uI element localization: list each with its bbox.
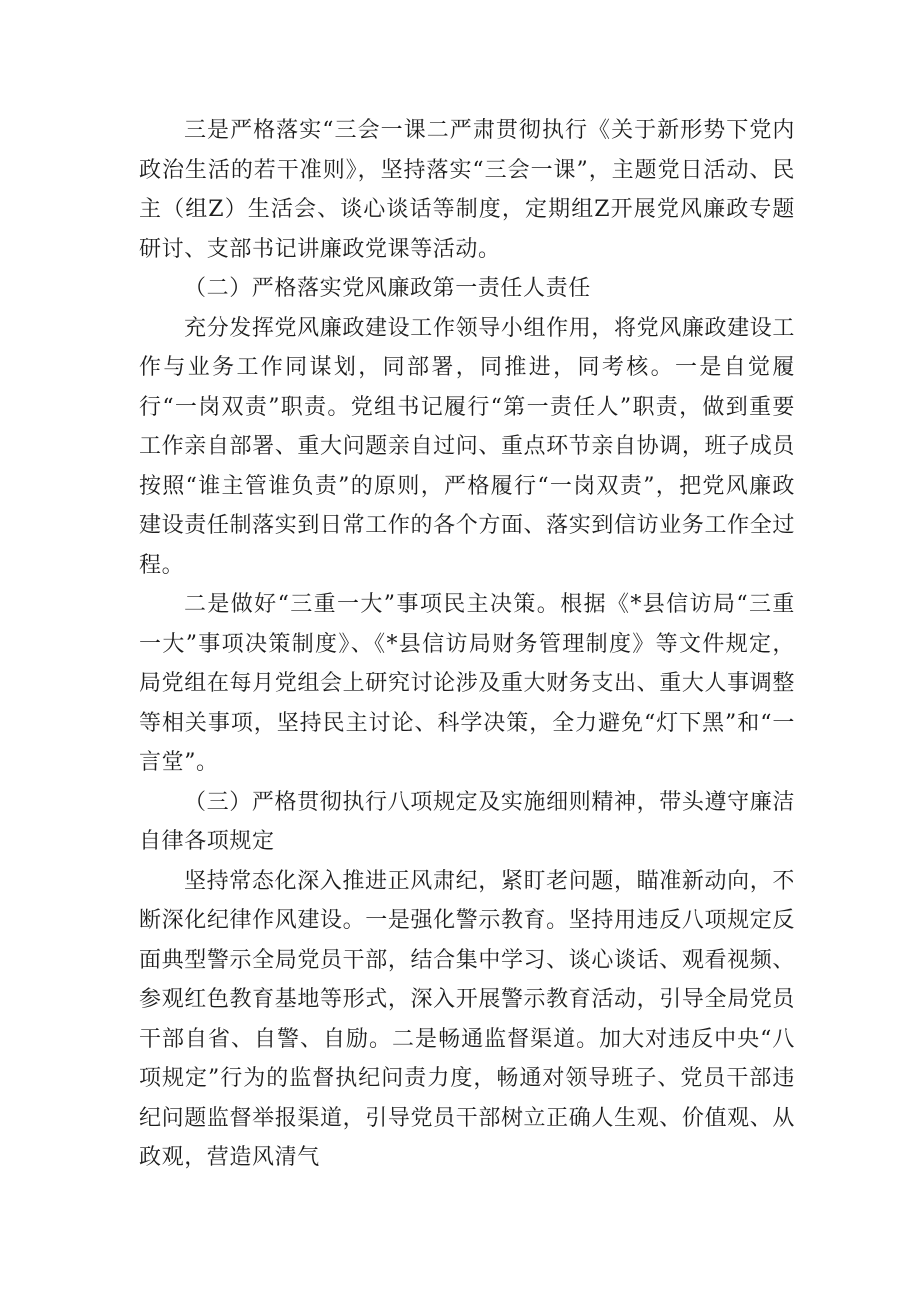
paragraph-discipline: 坚持常态化深入推进正风肃纪，紧盯老问题，瞄准新动向，不断深化纪律作风建设。一是强化警示教育。坚持用违反八项规定反面典型警示全局党员干部，结合集中学习、谈心谈话、观看视频、参观红色教育基地等形式，深入开展警示教育活动，引导全局党员干部自省、自警、自励。二是畅通监督渠道。加大对违反中央“八项规定”行为的监督执纪问责力度，畅通对领导班子、党员干部违纪问题监督举报渠道，引导党员干部树立正确人生观、价值观、从政观，营造风清气 [139,868,795,1170]
section-heading-3: （三）严格贯彻执行八项规定及实施细则精神，带头遵守廉洁自律各项规定 [139,789,795,854]
paragraph-leadership-responsibility: 充分发挥党风廉政建设工作领导小组作用，将党风廉政建设工作与业务工作同谋划，同部署，同推进，同考核。一是自觉履行“一岗双责”职责。党组书记履行“第一责任人”职责，做到重要工作亲自部署、重大问题亲自过问、重点环节亲自协调，班子成员按照“谁主管谁负责”的原则，严格履行“一岗双责”，把党风廉政建设责任制落实到日常工作的各个方面、落实到信访业务工作全过程。 [139,315,795,578]
paragraph-decision-making: 二是做好“三重一大”事项民主决策。根据《*县信访局“三重一大”事项决策制度》、《*县信访局财务管理制度》等文件规定，局党组在每月党组会上研究讨论涉及重大财务支出、重大人事调整等相关事项，坚持民主讨论、科学决策，全力避免“灯下黑”和“一言堂”。 [139,592,795,775]
section-heading-2: （二）严格落实党风廉政第一责任人责任 [184,276,591,301]
paragraph-three-meetings: 三是严格落实“三会一课二严肃贯彻执行《关于新形势下党内政治生活的若干准则》，坚持落实“三会一课”，主题党日活动、民主（组Z）生活会、谈心谈话等制度，定期组Z开展党风廉政专题研讨、支部书记讲廉政党课等活动。 [139,118,795,262]
document-body [139,111,795,1178]
